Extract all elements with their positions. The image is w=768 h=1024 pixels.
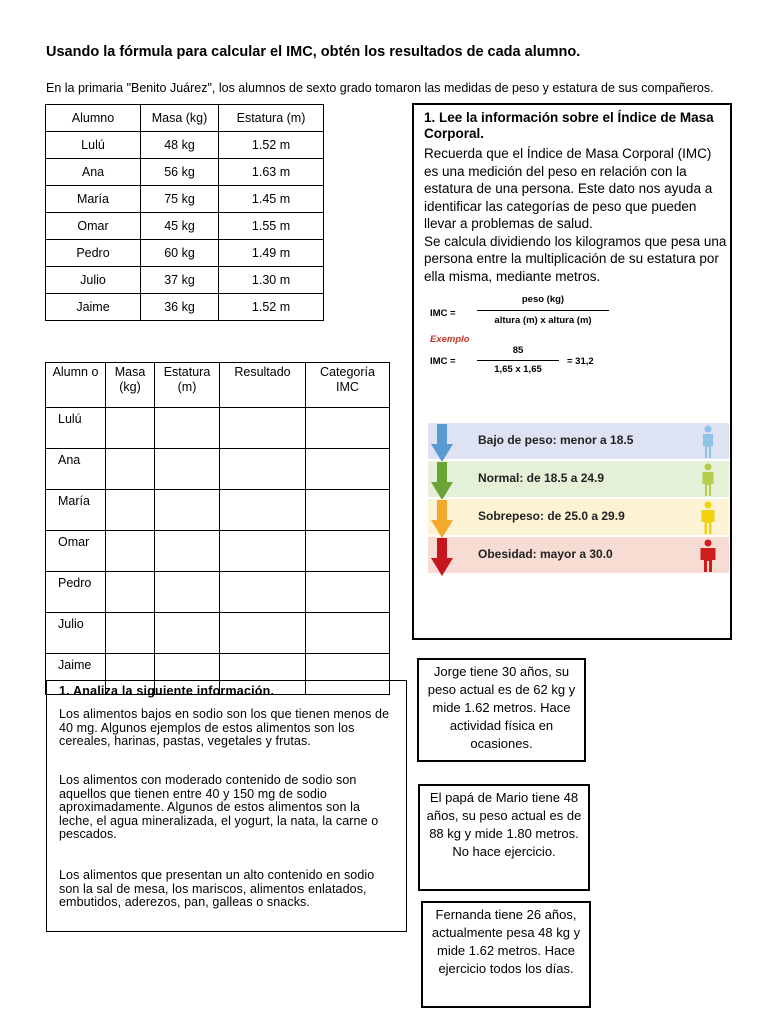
table-cell: Pedro (46, 240, 141, 267)
blank-cell[interactable] (155, 490, 220, 531)
table-row (46, 186, 324, 213)
table-cell: 56 kg (141, 159, 219, 186)
example-result: = 31,2 (567, 356, 594, 367)
intro-text: En la primaria "Benito Juárez", los alumnos de sexto grado tomaron las medidas de peso y estatura de sus compañeros. (46, 81, 714, 95)
category-label: Sobrepeso: de 25.0 a 29.9 (478, 509, 625, 523)
person-icon (700, 463, 716, 497)
blank-cell[interactable] (220, 490, 306, 531)
student-cell: Lulú (46, 408, 106, 449)
category-normal (428, 461, 729, 497)
table-cell: 45 kg (141, 213, 219, 240)
imc-paragraph-1: Recuerda que el Índice de Masa Corporal (IMC) es una medición del peso en relación con la estatura de una persona. Este dato nos ayuda a identificar las categorías de peso que pueden llevar a problemas de salud. (424, 146, 713, 231)
table-cell: María (46, 186, 141, 213)
table-cell: Lulú (46, 132, 141, 159)
table-cell: 48 kg (141, 132, 219, 159)
fraction-line (477, 310, 609, 311)
blank-cell[interactable] (220, 408, 306, 449)
column-header: Masa (kg) (141, 105, 219, 132)
formula-numerator: peso (kg) (521, 294, 565, 305)
example-label: Exemplo (430, 334, 470, 345)
blank-cell[interactable] (306, 531, 390, 572)
blank-cell[interactable] (106, 408, 155, 449)
table-cell: 1.52 m (219, 294, 324, 321)
case-box-jorge: Jorge tiene 30 años, su peso actual es de 62 kg y mide 1.62 metros. Hace actividad física en ocasiones. (417, 658, 586, 762)
blank-cell[interactable] (155, 572, 220, 613)
category-label: Normal: de 18.5 a 24.9 (478, 471, 605, 485)
blank-cell[interactable] (306, 408, 390, 449)
sodium-paragraph-low: Los alimentos bajos en sodio son los que tienen menos de 40 mg. Algunos ejemplos de estos alimentos son los cereales, harinas, pastas, vegetales y frutas. (59, 707, 390, 748)
blank-cell[interactable] (106, 531, 155, 572)
table-row (46, 490, 390, 531)
table-cell: 75 kg (141, 186, 219, 213)
blank-cell[interactable] (106, 490, 155, 531)
table-row (46, 159, 324, 186)
table-row (46, 613, 390, 654)
table-cell: 1.49 m (219, 240, 324, 267)
table-row (46, 213, 324, 240)
person-icon (700, 501, 716, 535)
table-cell: 1.52 m (219, 132, 324, 159)
column-header: Estatura (m) (219, 105, 324, 132)
table-cell: 1.45 m (219, 186, 324, 213)
down-arrow-icon (431, 500, 453, 538)
measurements-table (45, 104, 324, 321)
student-cell: Omar (46, 531, 106, 572)
category-overweight (428, 499, 729, 535)
sodium-info-box (46, 680, 407, 932)
down-arrow-icon (431, 538, 453, 576)
table-row (46, 132, 324, 159)
page-title: Usando la fórmula para calcular el IMC, obtén los resultados de cada alumno. (46, 44, 581, 60)
table-cell: 1.30 m (219, 267, 324, 294)
blank-cell[interactable] (220, 572, 306, 613)
imc-paragraph-2: Se calcula dividiendo los kilogramos que pesa una persona entre la multiplicación de su estatura por ella misma, mediante metros. (424, 233, 727, 284)
table-row (46, 267, 324, 294)
sodium-paragraph-high: Los alimentos que presentan un alto contenido en sodio son la sal de mesa, los mariscos, alimentos enlatados, embutidos, aderezos, pan, galleas o snacks. (59, 868, 375, 909)
example-denominator: 1,65 x 1,65 (494, 364, 542, 375)
column-header: Masa (kg) (106, 363, 155, 408)
imc-heading: 1. Lee la información sobre el Índice de Masa Corporal. (424, 110, 714, 141)
table-row (46, 240, 324, 267)
blank-cell[interactable] (155, 449, 220, 490)
imc-info-box (412, 103, 732, 640)
case-box-fernanda: Fernanda tiene 26 años, actualmente pesa 48 kg y mide 1.62 metros. Hace ejercicio todos los días. (421, 901, 591, 1008)
blank-cell[interactable] (155, 613, 220, 654)
category-obesity (428, 537, 729, 573)
student-cell: Julio (46, 613, 106, 654)
table-cell: Jaime (46, 294, 141, 321)
blank-cell[interactable] (155, 408, 220, 449)
column-header: Alumno (46, 105, 141, 132)
student-cell: Ana (46, 449, 106, 490)
column-header: Estatura (m) (155, 363, 220, 408)
blank-cell[interactable] (306, 490, 390, 531)
table-cell: Ana (46, 159, 141, 186)
person-icon (700, 425, 716, 459)
blank-cell[interactable] (306, 572, 390, 613)
blank-cell[interactable] (306, 449, 390, 490)
down-arrow-icon (431, 424, 453, 462)
person-icon (700, 539, 716, 573)
table-cell: 37 kg (141, 267, 219, 294)
blank-cell[interactable] (106, 613, 155, 654)
column-header: Resultado (220, 363, 306, 408)
table-cell: Julio (46, 267, 141, 294)
imc-explanation (424, 145, 729, 285)
table-cell: 36 kg (141, 294, 219, 321)
fraction-line (477, 360, 559, 361)
table-row (46, 449, 390, 490)
down-arrow-icon (431, 462, 453, 500)
table-cell: 60 kg (141, 240, 219, 267)
example-numerator: 85 (512, 345, 524, 356)
blank-cell[interactable] (106, 449, 155, 490)
blank-cell[interactable] (220, 613, 306, 654)
table-header-row (46, 105, 324, 132)
blank-cell[interactable] (306, 613, 390, 654)
formula-denominator: altura (m) x altura (m) (494, 315, 592, 326)
category-label: Obesidad: mayor a 30.0 (478, 547, 613, 561)
example-imc-label: IMC = (430, 356, 456, 367)
student-cell: Pedro (46, 572, 106, 613)
sodium-paragraph-moderate: Los alimentos con moderado contenido de sodio son aquellos que tienen entre 40 y 150 mg de sodio aproximadamente. Algunos de estos alimentos son la leche, el agua mineralizada, el yogurt, la nata, la carne o pescados. (59, 773, 379, 841)
table-row (46, 294, 324, 321)
table-row (46, 408, 390, 449)
column-header: Alumn o (46, 363, 106, 408)
category-label: Bajo de peso: menor a 18.5 (478, 433, 634, 447)
blank-cell[interactable] (155, 531, 220, 572)
table-row (46, 572, 390, 613)
blank-cell[interactable] (220, 531, 306, 572)
table-header-row (46, 363, 390, 408)
sodium-heading: 1. Analiza la siguiente información. (59, 684, 275, 698)
category-underweight (428, 423, 729, 459)
case-box-mario-dad: El papá de Mario tiene 48 años, su peso actual es de 88 kg y mide 1.80 metros. No hace ejercicio. (418, 784, 590, 891)
table-row (46, 531, 390, 572)
table-cell: 1.55 m (219, 213, 324, 240)
results-table (45, 362, 390, 695)
blank-cell[interactable] (106, 572, 155, 613)
blank-cell[interactable] (220, 449, 306, 490)
student-cell: María (46, 490, 106, 531)
table-cell: 1.63 m (219, 159, 324, 186)
formula-label: IMC = (430, 308, 456, 319)
column-header: Categoría IMC (306, 363, 390, 408)
table-cell: Omar (46, 213, 141, 240)
student-cell: Jaime (46, 654, 106, 695)
